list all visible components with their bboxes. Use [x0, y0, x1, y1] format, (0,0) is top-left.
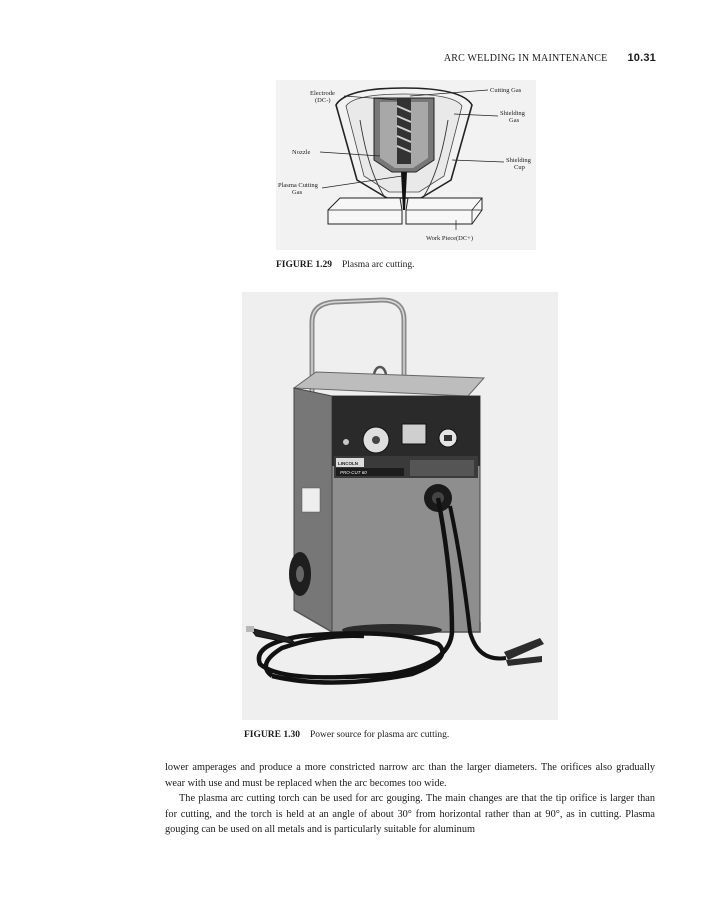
plasma-torch-diagram	[276, 80, 536, 250]
label-plasma-cutting-gas-sub: Gas	[292, 189, 303, 196]
label-shielding-cup: Shielding	[506, 157, 531, 164]
figure-1-30-caption	[244, 730, 449, 740]
running-header	[444, 52, 656, 64]
caption-number: FIGURE 1.29	[276, 260, 332, 270]
work-piece-left	[328, 198, 402, 224]
page-number: 10.31	[627, 52, 656, 64]
body-text	[165, 760, 655, 838]
label-plasma-cutting-gas: Plasma Cutting	[278, 182, 318, 189]
label-shielding-gas-sub: Gas	[509, 117, 520, 124]
label-nozzle: Nozzle	[292, 149, 311, 156]
figure-1-29-caption	[276, 260, 415, 270]
section-title: ARC WELDING IN MAINTENANCE	[443, 53, 608, 64]
label-work-piece: Work Piece(DC+)	[426, 235, 474, 242]
paragraph: lower amperages and produce a more constricted narrow arc than the larger diameters. The orifices also gradually wear with use and must be replaced when the arc becomes too wide.	[165, 762, 655, 789]
caption-text: Plasma arc cutting.	[341, 260, 415, 270]
caption-number: FIGURE 1.30	[244, 730, 300, 740]
label-cutting-gas: Cutting Gas	[490, 87, 522, 94]
caption-text: Power source for plasma arc cutting.	[309, 730, 450, 740]
figure-power-source-photo	[242, 292, 558, 720]
label-electrode: Electrode	[310, 90, 335, 97]
label-electrode-sub: (DC-)	[315, 97, 331, 104]
side-decal	[302, 488, 320, 512]
paragraph: The plasma arc cutting torch can be used for arc gouging. The main changes are that the tip orifice is larger than for cutting, and the torch is held at an angle of about 30° from horizontal rather than at 90°, as in cutting. Plasma gouging can be used on all metals and is particularly suitable for aluminum	[165, 793, 655, 835]
work-piece-right	[406, 198, 482, 224]
power-source-illustration	[242, 292, 558, 720]
model-label: PRO-CUT 60	[340, 470, 367, 475]
label-shielding-gas: Shielding	[500, 110, 525, 117]
label-shielding-cup-sub: Cup	[514, 164, 525, 171]
figure-plasma-arc-diagram	[276, 80, 536, 250]
meter-window	[402, 424, 426, 444]
brand-label: LINCOLN	[338, 461, 358, 466]
